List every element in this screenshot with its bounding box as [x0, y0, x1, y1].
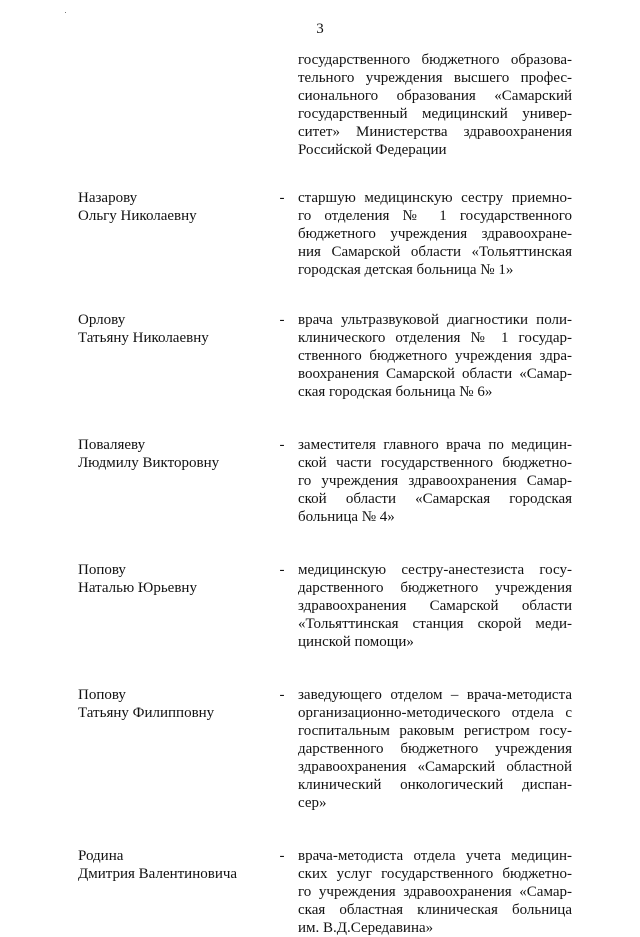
appointee-name [78, 189, 266, 279]
surname: Назарову [78, 190, 138, 206]
appointee-name [78, 311, 266, 401]
text-line: бюджетного учреждения здравоохране- [298, 226, 572, 242]
page-number: 3 [316, 21, 324, 37]
entry-dash: - [279, 848, 285, 864]
surname: Родина [78, 848, 124, 864]
text-line: сионального образования «Самарский [298, 88, 572, 104]
text-line: здравоохранения «Самарский областной [298, 759, 572, 775]
text-line: организационно-методического отдела с [298, 705, 572, 721]
appointee-name [78, 847, 266, 937]
text-line: государственный медицинский универ- [298, 106, 572, 122]
text-line: врача ультразвуковой диагностики поли- [298, 312, 572, 328]
appointee-entry [78, 311, 572, 401]
given-names: Татьяну Николаевну [78, 330, 209, 346]
appointee-name [78, 561, 266, 651]
appointee-entry [78, 189, 572, 279]
given-names: Татьяну Филипповну [78, 705, 215, 721]
entry-dash: - [279, 687, 285, 703]
text-line: старшую медицинскую сестру приемно- [298, 190, 572, 206]
text-line: больница № 4» [298, 509, 395, 525]
text-line: воохранения Самарской области «Самар- [298, 366, 572, 382]
appointee-entry [78, 847, 572, 937]
appointee-entry [78, 686, 572, 812]
given-names: Наталью Юрьевну [78, 580, 197, 596]
entry-dash-empty [266, 51, 298, 159]
text-line: ская областная клиническая больница [298, 902, 572, 918]
text-line: здравоохранения Самарской области [298, 598, 572, 614]
text-line: ской области «Самарская городская [298, 491, 572, 507]
entry-dash: - [279, 562, 285, 578]
entry-dash: - [279, 312, 285, 328]
text-line: цинской помощи» [298, 634, 414, 650]
entry-dash: - [279, 437, 285, 453]
text-line: дарственного бюджетного учреждения [298, 741, 572, 757]
appointee-name [78, 436, 266, 526]
text-line: заведующего отделом – врача-методиста [298, 687, 572, 703]
text-line: медицинскую сестру-анестезиста госу- [298, 562, 572, 578]
text-line: государственного бюджетного образова- [298, 52, 572, 68]
text-line: ская городская больница № 6» [298, 384, 493, 400]
surname: Поваляеву [78, 437, 146, 453]
text-line: клинического отделения № 1 государ- [298, 330, 572, 346]
continuation-text [298, 51, 572, 159]
text-line: дарственного бюджетного учреждения [298, 580, 572, 596]
text-line: го учреждения здравоохранения Самар- [298, 473, 572, 489]
text-line: тельного учреждения высшего профес- [298, 70, 572, 86]
text-line: заместителя главного врача по медицин- [298, 437, 572, 453]
text-line: им. В.Д.Середавина» [298, 920, 434, 936]
continuation-entry [78, 51, 572, 159]
text-line: клинический онкологический диспан- [298, 777, 572, 793]
text-line: «Тольяттинская станция скорой меди- [298, 616, 572, 632]
appointee-position [298, 311, 572, 401]
text-line: ситет» Министерства здравоохранения [298, 124, 572, 140]
text-line: го отделения № 1 государственного [298, 208, 572, 224]
text-line: ния Самарской области «Тольяттинская [298, 244, 572, 260]
surname: Попову [78, 687, 126, 703]
entry-name-empty [78, 51, 266, 159]
given-names: Ольгу Николаевну [78, 208, 197, 224]
appointee-name [78, 686, 266, 812]
text-line: врача-методиста отдела учета медицин- [298, 848, 572, 864]
appointee-position [298, 686, 572, 812]
text-line: ской части государственного бюджетно- [298, 455, 572, 471]
appointment-list [78, 51, 572, 937]
text-line: го учреждения здравоохранения «Самар- [298, 884, 572, 900]
appointee-position [298, 189, 572, 279]
text-line: Российской Федерации [298, 142, 447, 158]
given-names: Людмилу Викторовну [78, 455, 220, 471]
text-line: госпитальным раковым регистром госу- [298, 723, 572, 739]
appointee-entry [78, 436, 572, 526]
given-names: Дмитрия Валентиновича [78, 866, 238, 882]
appointee-position [298, 436, 572, 526]
surname: Орлову [78, 312, 126, 328]
appointee-position [298, 561, 572, 651]
surname: Попову [78, 562, 126, 578]
text-line: сер» [298, 795, 327, 811]
scan-speck [65, 12, 66, 13]
text-line: ских услуг государственного бюджетно- [298, 866, 572, 882]
appointee-entry [78, 561, 572, 651]
entry-dash: - [279, 190, 285, 206]
text-line: ственного бюджетного учреждения здра- [298, 348, 572, 364]
text-line: городская детская больница № 1» [298, 262, 514, 278]
appointee-position [298, 847, 572, 937]
